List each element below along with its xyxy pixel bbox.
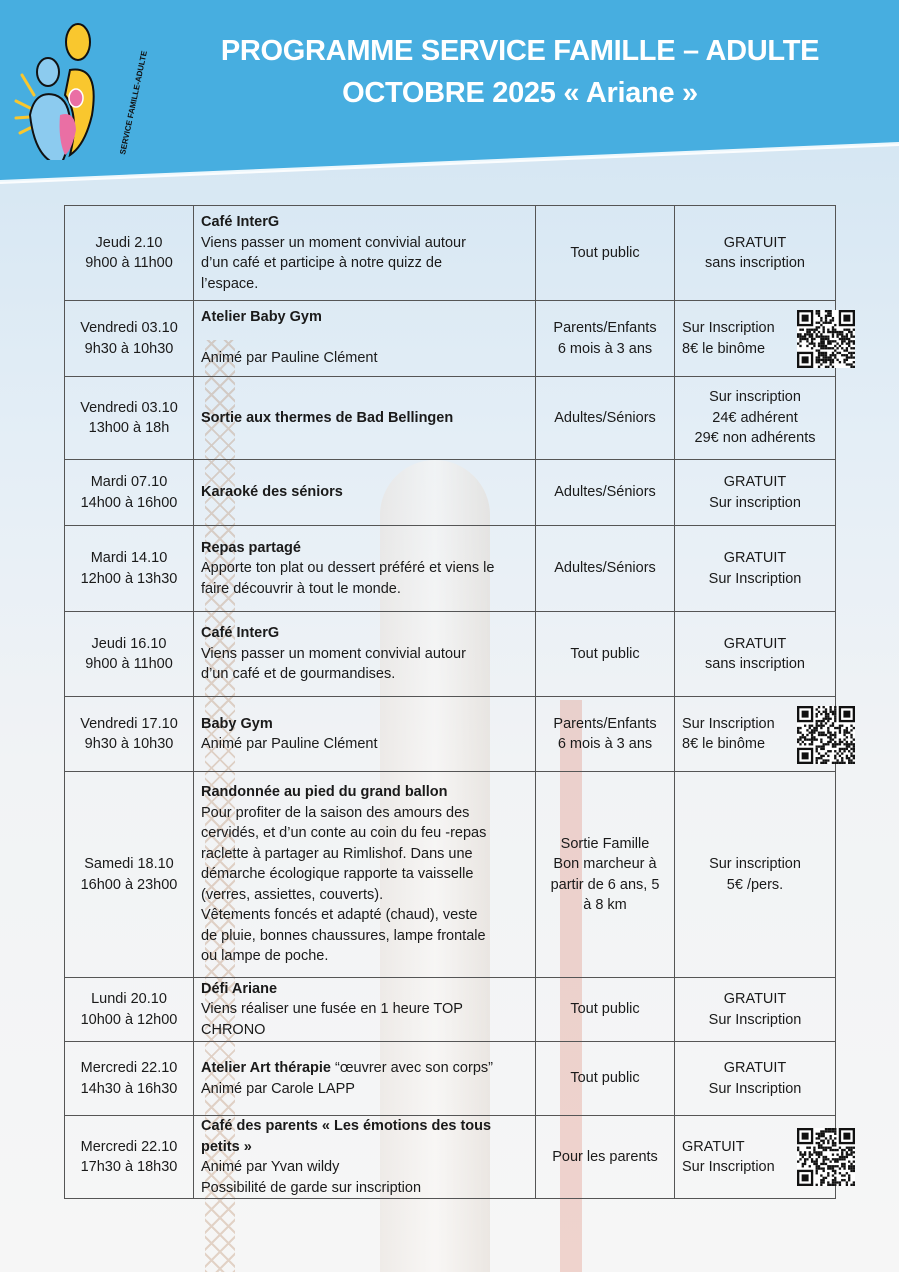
event-description-line: raclette à partager au Rimlishof. Dans une (201, 845, 473, 862)
event-price: sans inscription (705, 656, 805, 672)
event-date: Jeudi 16.10 (91, 635, 167, 652)
event-description-cell (194, 206, 536, 301)
event-price: GRATUIT (723, 234, 787, 251)
event-title (201, 714, 528, 735)
event-price: Sur Inscription (682, 715, 775, 732)
event-date: 14h00 à 16h00 (80, 494, 178, 511)
event-description-line: Animé par Yvan wildy (201, 1159, 340, 1175)
event-price: 8€ le binôme (682, 340, 766, 357)
event-audience-cell (536, 1042, 675, 1116)
event-title (201, 408, 528, 429)
event-price: GRATUIT (723, 550, 787, 566)
event-title-text: Café InterG (201, 214, 280, 230)
event-description-cell (194, 1042, 536, 1116)
event-date: Lundi 20.10 (91, 991, 167, 1007)
event-date: 13h00 à 18h (88, 420, 170, 436)
event-audience: 6 mois à 3 ans (557, 340, 653, 357)
event-audience-cell (536, 526, 675, 612)
event-title-text: Karaoké des séniors (201, 484, 343, 501)
event-description-line: cervidés, et d’un conte au coin du feu -repas (201, 825, 487, 842)
event-date-cell (65, 1042, 194, 1116)
event-audience: à 8 km (583, 897, 627, 913)
event-audience: Tout public (570, 1070, 640, 1087)
event-date: Mardi 14.10 (90, 550, 168, 566)
event-audience: Adultes/Séniors (554, 560, 656, 577)
event-description-line: faire découvrir à tout le monde. (201, 580, 401, 597)
event-price: Sur Inscription (682, 320, 775, 336)
event-price: 29€ non adhérents (694, 430, 816, 447)
event-audience-cell (536, 978, 675, 1042)
event-description-line: ou lampe de poche. (201, 948, 329, 965)
event-date-cell (65, 772, 194, 978)
page-title (170, 30, 870, 114)
event-audience: Parents/Enfants (553, 320, 657, 336)
event-date: 12h00 à 13h30 (80, 570, 178, 587)
event-price-cell (675, 460, 836, 526)
event-title (201, 782, 528, 803)
event-date: 9h00 à 11h00 (85, 656, 173, 672)
program-table (64, 205, 836, 1199)
event-title-text: Atelier Art thérapie (201, 1060, 331, 1076)
event-date: 14h30 à 16h30 (80, 1080, 178, 1097)
event-audience: partir de 6 ans, 5 (550, 876, 660, 893)
event-description-line: CHRONO (201, 1021, 266, 1038)
event-price: sans inscription (705, 255, 805, 271)
event-price: Sur Inscription (708, 570, 802, 587)
event-description-line: Apporte ton plat ou dessert préféré et viens le (201, 560, 495, 577)
event-description-line: l’espace. (201, 275, 259, 292)
title-line-1: PROGRAMME SERVICE FAMILLE – ADULTE (220, 35, 820, 67)
event-date-cell (65, 1116, 194, 1199)
event-title-text: Atelier Baby Gym (201, 309, 322, 325)
event-date: 9h30 à 10h30 (84, 340, 174, 357)
event-title-text: Défi Ariane (201, 980, 278, 997)
event-description-cell (194, 526, 536, 612)
event-description-line: Animé par Pauline Clément (201, 736, 378, 752)
event-audience-cell (536, 301, 675, 377)
event-title (201, 1116, 528, 1157)
event-date: Jeudi 2.10 (95, 234, 163, 251)
event-date: 9h00 à 11h00 (85, 255, 173, 271)
event-title-text: Café InterG (201, 625, 280, 642)
event-price: 8€ le binôme (682, 736, 766, 752)
event-audience: Parents/Enfants (553, 715, 657, 732)
event-audience-cell (536, 460, 675, 526)
event-price: 24€ adhérent (712, 409, 798, 426)
event-price: Sur inscription (709, 856, 801, 872)
logo-text: SERVICE FAMILLE-ADULTE (118, 49, 149, 156)
event-description-line: Viens réaliser une fusée en 1 heure TOP (201, 1001, 463, 1018)
event-title-text: Baby Gym (201, 715, 273, 732)
event-price-cell (675, 612, 836, 697)
event-description-line: d’un café et de gourmandises. (201, 666, 396, 683)
table-row (65, 1042, 836, 1116)
event-date: 9h30 à 10h30 (84, 736, 174, 752)
event-date-cell (65, 460, 194, 526)
event-description-line: Animé par Pauline Clément (201, 350, 378, 366)
event-date: 17h30 à 18h30 (80, 1159, 178, 1175)
event-audience-cell (536, 206, 675, 301)
event-title-text: Café des parents « Les émotions des tous petits » (201, 1118, 492, 1155)
event-audience: Adultes/Séniors (554, 484, 656, 501)
event-description-line: Vêtements foncés et adapté (chaud), veste (201, 907, 478, 924)
event-price: Sur Inscription (708, 1011, 802, 1028)
title-line-2: OCTOBRE 2025 « Ariane » (342, 77, 698, 109)
event-date: Mardi 07.10 (90, 474, 168, 490)
event-price: Sur inscription (709, 494, 801, 511)
qr-code-icon[interactable] (797, 1128, 855, 1186)
event-description-line: Animé par Carole LAPP (201, 1080, 355, 1097)
event-description-cell (194, 612, 536, 697)
event-description-cell (194, 978, 536, 1042)
event-price-cell (675, 206, 836, 301)
event-date: Mercredi 22.10 (80, 1060, 178, 1076)
event-date-cell (65, 612, 194, 697)
event-price-cell (675, 978, 836, 1042)
qr-code-icon[interactable] (797, 310, 855, 368)
event-audience-cell (536, 377, 675, 460)
event-audience: Tout public (570, 645, 640, 662)
table-row (65, 612, 836, 697)
event-audience-cell (536, 1116, 675, 1199)
event-date: Vendredi 03.10 (80, 399, 178, 416)
event-date: Vendredi 17.10 (80, 715, 178, 732)
event-description-cell (194, 301, 536, 377)
event-title (201, 1058, 528, 1079)
event-date: 16h00 à 23h00 (80, 876, 178, 893)
table-row (65, 377, 836, 460)
event-price-cell (675, 526, 836, 612)
event-date: 10h00 à 12h00 (80, 1011, 178, 1028)
event-date: Samedi 18.10 (84, 856, 174, 872)
table-row (65, 301, 836, 377)
event-audience: Pour les parents (552, 1148, 658, 1165)
event-description-line (201, 328, 528, 349)
event-audience: Bon marcheur à (553, 856, 657, 872)
event-audience: 6 mois à 3 ans (557, 736, 653, 752)
event-date: Mercredi 22.10 (80, 1138, 178, 1155)
event-title (201, 623, 528, 644)
event-description-cell (194, 1116, 536, 1199)
event-title-text: Repas partagé (201, 539, 301, 556)
event-audience: Tout public (570, 1001, 640, 1018)
event-title (201, 979, 528, 1000)
table-row (65, 1116, 836, 1199)
event-description-line: Viens passer un moment convivial autour (201, 645, 466, 662)
event-audience: Adultes/Séniors (554, 409, 656, 426)
event-price: Sur inscription (709, 389, 801, 406)
event-price: GRATUIT (723, 474, 787, 490)
event-price-cell (675, 1042, 836, 1116)
event-title-suffix: “œuvrer avec son corps” (331, 1060, 493, 1076)
event-price: 5€ /pers. (726, 876, 784, 893)
event-date-cell (65, 301, 194, 377)
qr-code-icon[interactable] (797, 706, 855, 764)
event-audience: Sortie Famille (560, 835, 650, 852)
table-row (65, 978, 836, 1042)
event-date-cell (65, 377, 194, 460)
table-row (65, 697, 836, 772)
event-date: Vendredi 03.10 (80, 320, 178, 336)
event-description-cell (194, 697, 536, 772)
event-description-cell (194, 460, 536, 526)
event-date-cell (65, 978, 194, 1042)
event-audience-cell (536, 772, 675, 978)
table-row (65, 772, 836, 978)
event-date-cell (65, 526, 194, 612)
event-title-text: Sortie aux thermes de Bad Bellingen (201, 409, 454, 426)
table-row (65, 206, 836, 301)
event-description-line: d’un café et participe à notre quizz de (201, 255, 443, 271)
event-audience-cell (536, 697, 675, 772)
event-title (201, 212, 528, 233)
event-description-cell (194, 377, 536, 460)
event-title-text: Randonnée au pied du grand ballon (201, 784, 448, 801)
event-price-cell (675, 377, 836, 460)
event-price: GRATUIT (682, 1138, 745, 1155)
event-price-cell (675, 301, 836, 377)
service-famille-logo (10, 15, 150, 160)
event-description-line: Pour profiter de la saison des amours des (201, 804, 470, 821)
table-row (65, 526, 836, 612)
event-description-line: démarche écologique rapporte ta vaisselle (201, 866, 474, 883)
event-price: GRATUIT (723, 1060, 787, 1076)
event-price-cell (675, 772, 836, 978)
event-audience-cell (536, 612, 675, 697)
event-date-cell (65, 697, 194, 772)
event-description-line: Possibilité de garde sur inscription (201, 1179, 422, 1196)
event-description-line: de pluie, bonnes chaussures, lampe frontale (201, 927, 486, 944)
event-description-line: Viens passer un moment convivial autour (201, 234, 466, 251)
event-date-cell (65, 206, 194, 301)
event-price: GRATUIT (723, 991, 787, 1007)
event-title (201, 482, 528, 503)
event-description-cell (194, 772, 536, 978)
table-row (65, 460, 836, 526)
event-price-cell (675, 1116, 836, 1199)
event-price: Sur Inscription (708, 1080, 802, 1097)
event-title (201, 538, 528, 559)
event-description-line: (verres, assiettes, couverts). (201, 886, 384, 903)
event-title (201, 307, 528, 328)
event-price-cell (675, 697, 836, 772)
event-price: Sur Inscription (682, 1159, 775, 1175)
event-price: GRATUIT (723, 635, 787, 652)
event-audience: Tout public (570, 244, 640, 261)
